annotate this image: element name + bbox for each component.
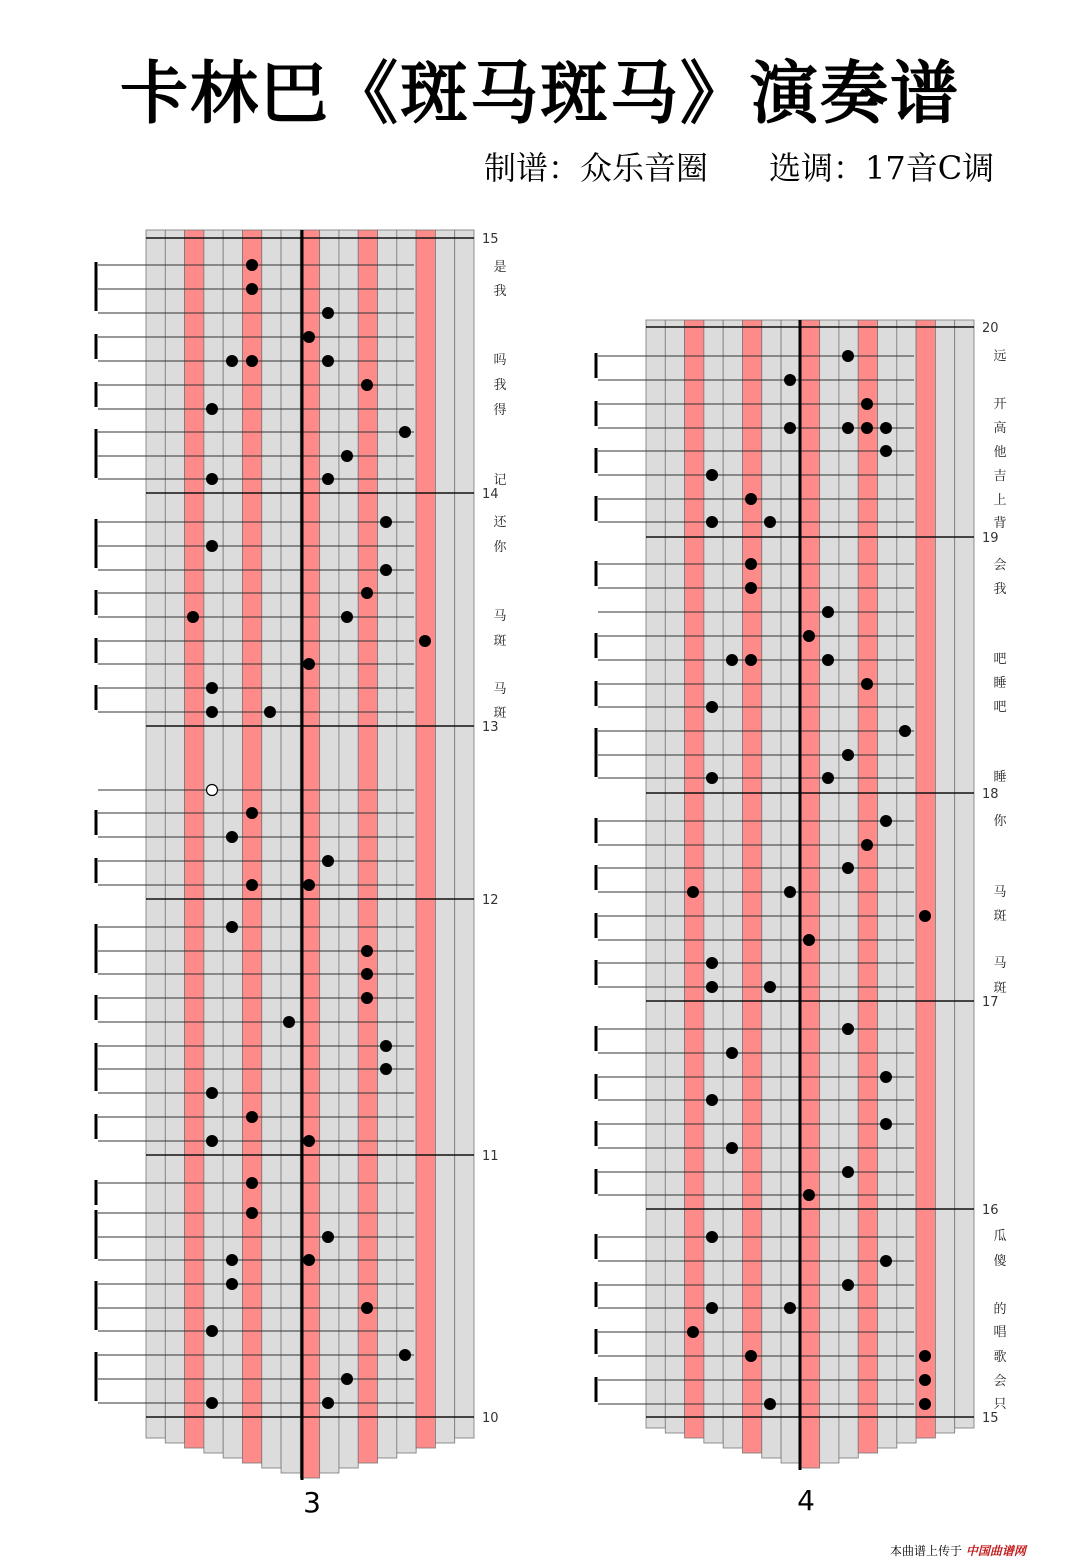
lyric-char: 会 bbox=[993, 558, 1007, 573]
tine-strip bbox=[685, 320, 704, 1438]
lyric-char: 会 bbox=[993, 1374, 1007, 1389]
lyric-char: 歌 bbox=[993, 1350, 1007, 1365]
site-logo: 中国曲谱网 bbox=[965, 1544, 1026, 1558]
tine-strip bbox=[646, 320, 665, 1428]
arranger-and-key: 制谱：众乐音圈 选调：17音C调 bbox=[484, 149, 995, 187]
tine-strip bbox=[858, 320, 877, 1453]
note-dot bbox=[706, 701, 718, 713]
lyric-char: 睡 bbox=[993, 770, 1007, 785]
lyric-char: 马 bbox=[993, 956, 1007, 971]
note-dot bbox=[726, 1047, 738, 1059]
tine-strip bbox=[916, 320, 935, 1438]
lyric-char: 是 bbox=[493, 260, 507, 275]
lyric-char: 上 bbox=[993, 493, 1007, 508]
note-dot bbox=[726, 1142, 738, 1154]
lyric-char: 开 bbox=[993, 397, 1007, 412]
tine-strip bbox=[762, 320, 781, 1458]
note-dot bbox=[764, 516, 776, 528]
note-dot bbox=[919, 1374, 931, 1386]
note-dot bbox=[880, 1255, 892, 1267]
lyric-char: 斑 bbox=[493, 634, 507, 649]
lyric-char: 斑 bbox=[993, 981, 1007, 996]
note-dot bbox=[880, 422, 892, 434]
tine-strip bbox=[704, 320, 723, 1443]
lyric-char: 远 bbox=[993, 349, 1007, 364]
note-dot bbox=[880, 1071, 892, 1083]
measure-number: 19 bbox=[982, 531, 999, 546]
note-dot bbox=[706, 981, 718, 993]
note-dot bbox=[745, 558, 757, 570]
measure-number: 12 bbox=[482, 893, 499, 908]
note-dot bbox=[861, 678, 873, 690]
note-dot bbox=[842, 1023, 854, 1035]
lyric-char: 我 bbox=[493, 284, 507, 299]
note-dot bbox=[822, 654, 834, 666]
note-dot bbox=[745, 493, 757, 505]
lyric-char: 高 bbox=[993, 421, 1007, 436]
note-dot bbox=[784, 422, 796, 434]
note-dot bbox=[706, 516, 718, 528]
note-dot bbox=[842, 749, 854, 761]
tine-strip bbox=[723, 320, 742, 1448]
measure-number: 16 bbox=[982, 1203, 999, 1218]
note-dot bbox=[880, 445, 892, 457]
lyric-char: 马 bbox=[493, 682, 507, 697]
note-dot bbox=[784, 374, 796, 386]
note-dot bbox=[919, 1350, 931, 1362]
measure-number: 15 bbox=[982, 1411, 999, 1426]
note-dot bbox=[745, 1350, 757, 1362]
lyric-char: 傻 bbox=[993, 1254, 1007, 1269]
tine-strip bbox=[935, 320, 954, 1433]
note-dot bbox=[784, 886, 796, 898]
lyric-char: 瓜 bbox=[993, 1229, 1007, 1244]
note-dot bbox=[745, 654, 757, 666]
lyric-char: 吗 bbox=[493, 353, 507, 368]
note-dot bbox=[706, 469, 718, 481]
lyric-column bbox=[993, 349, 1007, 1412]
lyric-char: 我 bbox=[993, 582, 1007, 597]
note-dot bbox=[842, 1279, 854, 1291]
lyric-char: 你 bbox=[993, 814, 1007, 829]
note-dot bbox=[803, 1189, 815, 1201]
note-dot bbox=[822, 772, 834, 784]
note-dot bbox=[745, 582, 757, 594]
lyric-char: 只 bbox=[993, 1397, 1007, 1412]
note-dot bbox=[899, 725, 911, 737]
note-dot bbox=[706, 772, 718, 784]
lyric-char: 唱 bbox=[993, 1325, 1007, 1340]
lyric-char: 的 bbox=[993, 1302, 1007, 1317]
note-dot bbox=[706, 957, 718, 969]
note-dot bbox=[880, 1118, 892, 1130]
lyric-char: 吧 bbox=[993, 652, 1007, 667]
lyric-char: 马 bbox=[493, 609, 507, 624]
lyric-char: 吉 bbox=[993, 469, 1007, 484]
footer-credit bbox=[890, 1543, 1026, 1559]
lyric-char: 他 bbox=[993, 445, 1007, 460]
note-dot bbox=[919, 1398, 931, 1410]
note-dot bbox=[706, 1231, 718, 1243]
note-dot bbox=[706, 1302, 718, 1314]
tine-strip bbox=[955, 320, 974, 1428]
note-dot bbox=[919, 910, 931, 922]
note-dot bbox=[822, 606, 834, 618]
lyric-char: 斑 bbox=[493, 706, 507, 721]
sheet-page-number: 4 bbox=[797, 1484, 815, 1517]
lyric-char: 吧 bbox=[993, 700, 1007, 715]
measure-number: 18 bbox=[982, 787, 999, 802]
lyric-char: 记 bbox=[493, 473, 507, 488]
tine-strip bbox=[897, 320, 916, 1443]
tine-strip bbox=[665, 320, 684, 1433]
tine-strip bbox=[800, 320, 819, 1468]
note-dot bbox=[842, 862, 854, 874]
note-dot bbox=[764, 1398, 776, 1410]
lyric-char: 还 bbox=[493, 515, 507, 530]
lyric-char: 你 bbox=[493, 540, 507, 555]
note-dot bbox=[706, 1094, 718, 1106]
note-dot bbox=[861, 398, 873, 410]
note-dot bbox=[784, 1302, 796, 1314]
tine-strip bbox=[742, 320, 761, 1453]
note-dot bbox=[803, 934, 815, 946]
note-dot bbox=[803, 630, 815, 642]
lyric-char: 得 bbox=[493, 403, 507, 418]
tine-strip bbox=[820, 320, 839, 1463]
lyric-char: 背 bbox=[993, 516, 1007, 531]
measure-number: 20 bbox=[982, 321, 999, 336]
measure-number: 15 bbox=[482, 232, 499, 247]
note-dot bbox=[687, 1326, 699, 1338]
note-dot bbox=[861, 422, 873, 434]
tine-strip bbox=[878, 320, 897, 1448]
lyric-char: 睡 bbox=[993, 676, 1007, 691]
footer-text: 本曲谱上传于 bbox=[890, 1544, 963, 1558]
note-dot bbox=[842, 1166, 854, 1178]
measure-number: 14 bbox=[482, 487, 499, 502]
note-dot bbox=[726, 654, 738, 666]
note-dot bbox=[764, 981, 776, 993]
lyric-char: 斑 bbox=[993, 909, 1007, 924]
measure-number: 11 bbox=[482, 1149, 499, 1164]
note-dot bbox=[880, 815, 892, 827]
measure-number: 10 bbox=[482, 1411, 499, 1426]
note-dot bbox=[861, 839, 873, 851]
sheet-page-number: 3 bbox=[303, 1486, 321, 1519]
measure-number: 13 bbox=[482, 720, 499, 735]
note-dot bbox=[842, 350, 854, 362]
lyric-char: 我 bbox=[493, 378, 507, 393]
note-dot bbox=[687, 886, 699, 898]
lyric-char: 马 bbox=[993, 885, 1007, 900]
note-dot bbox=[842, 422, 854, 434]
measure-number: 17 bbox=[982, 995, 999, 1010]
page-title: 卡林巴《斑马斑马》演奏谱 bbox=[119, 55, 960, 134]
